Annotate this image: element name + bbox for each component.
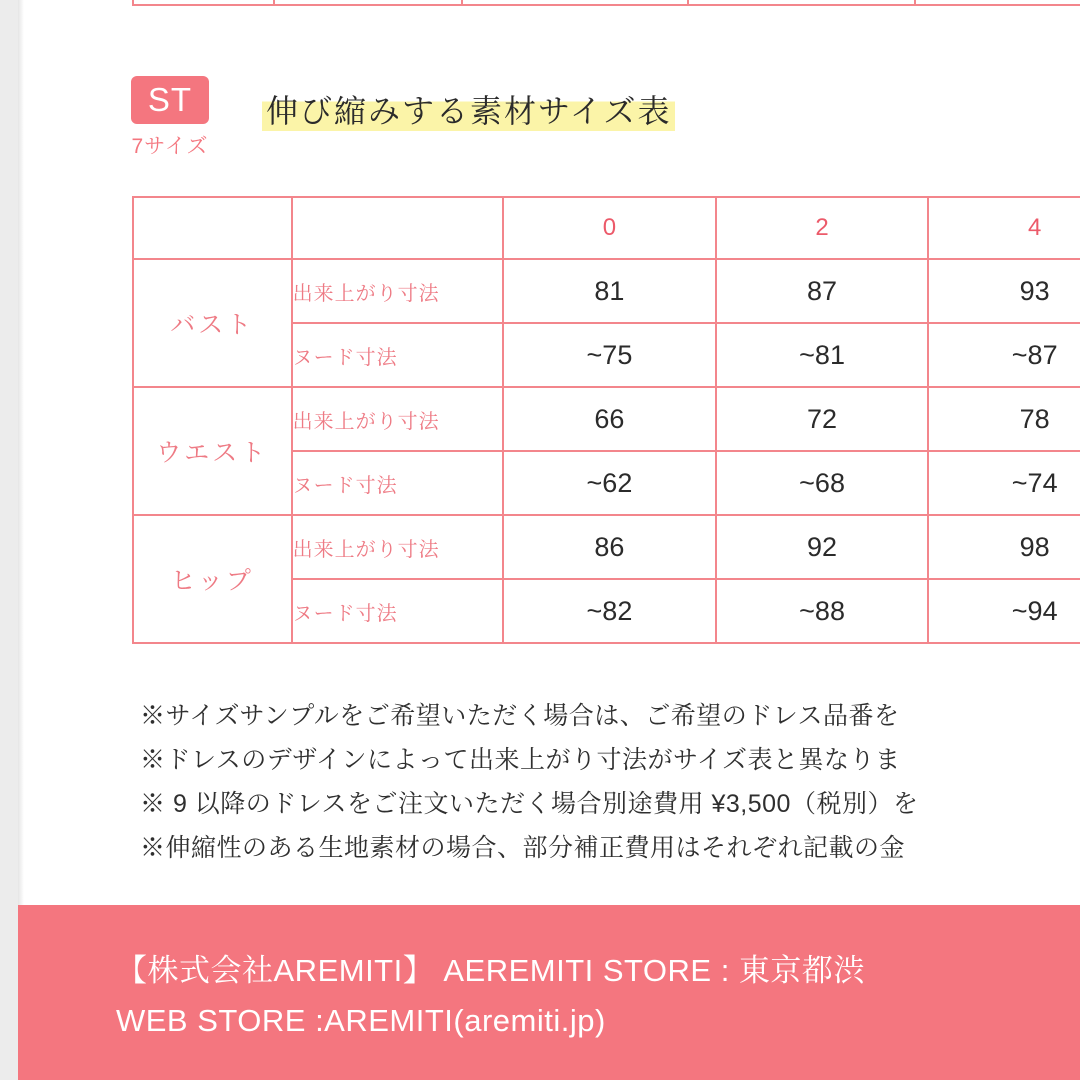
cell-bust-nude-2: ~81 (716, 323, 929, 387)
row-kind-nude: ヌード寸法 (292, 451, 504, 515)
header-size-4: 4 (928, 197, 1080, 259)
cell-waist-finished-0: 66 (503, 387, 716, 451)
note-line: ※ドレスのデザインによって出来上がり寸法がサイズ表と異なりま (140, 746, 901, 774)
cell-bust-finished-4: 93 (928, 259, 1080, 323)
notes-block (140, 694, 1080, 870)
footer-band (18, 905, 1080, 1080)
cell-bust-finished-2: 87 (716, 259, 929, 323)
cell-waist-finished-4: 78 (928, 387, 1080, 451)
row-label-hip: ヒップ (133, 515, 292, 643)
note-line: ※サイズサンプルをご希望いただく場合は、ご希望のドレス品番を (140, 702, 900, 730)
note-line: ※伸縮性のある生地素材の場合、部分補正費用はそれぞれ記載の金 (140, 834, 906, 862)
row-kind-finished: 出来上がり寸法 (292, 387, 504, 451)
table-row (133, 387, 1080, 451)
cell-hip-nude-2: ~88 (716, 579, 929, 643)
footer-company-line: 【株式会社AREMITI】 AEREMITI STORE : 東京都渋 (116, 953, 865, 988)
row-kind-nude: ヌード寸法 (292, 579, 504, 643)
row-kind-nude: ヌード寸法 (292, 323, 504, 387)
row-label-bust: バスト (133, 259, 292, 387)
table-row (133, 515, 1080, 579)
stretch-badge: ST (131, 76, 209, 124)
row-kind-finished: 出来上がり寸法 (292, 515, 504, 579)
cell-bust-nude-0: ~75 (503, 323, 716, 387)
stretch-badge-subtitle: 7サイズ (131, 135, 209, 158)
header-size-0: 0 (503, 197, 716, 259)
cell-waist-nude-0: ~62 (503, 451, 716, 515)
cell-waist-nude-2: ~68 (716, 451, 929, 515)
cell-hip-finished-2: 92 (716, 515, 929, 579)
note-line: ※ 9 以降のドレスをご注文いただく場合別途費用 ¥3,500（税別）を (140, 790, 919, 818)
cell-waist-finished-2: 72 (716, 387, 929, 451)
footer-webstore-line: WEB STORE :AREMITI(aremiti.jp) (116, 1003, 606, 1038)
section-heading-text: 伸び縮みする素材サイズ表 (262, 93, 675, 131)
previous-table-cell (916, 0, 1080, 4)
cell-waist-nude-4: ~74 (928, 451, 1080, 515)
previous-table-cell (134, 0, 275, 4)
cell-bust-finished-0: 81 (503, 259, 716, 323)
table-row (133, 259, 1080, 323)
header-blank-kind (292, 197, 504, 259)
header-size-2: 2 (716, 197, 929, 259)
stretch-size-table (132, 196, 1080, 644)
stretch-badge-group (131, 76, 209, 160)
cell-bust-nude-4: ~87 (928, 323, 1080, 387)
previous-table-cell (275, 0, 463, 4)
page-left-margin (0, 0, 18, 1080)
row-kind-finished: 出来上がり寸法 (292, 259, 504, 323)
sheet-shadow (18, 0, 24, 905)
cell-hip-finished-4: 98 (928, 515, 1080, 579)
header-blank-label (133, 197, 292, 259)
cell-hip-finished-0: 86 (503, 515, 716, 579)
section-heading (262, 86, 675, 132)
row-label-waist: ウエスト (133, 387, 292, 515)
previous-table-cell (463, 0, 689, 4)
previous-table-cell (689, 0, 915, 4)
previous-table-fragment (132, 0, 1080, 6)
table-header-row (133, 197, 1080, 259)
cell-hip-nude-4: ~94 (928, 579, 1080, 643)
cell-hip-nude-0: ~82 (503, 579, 716, 643)
